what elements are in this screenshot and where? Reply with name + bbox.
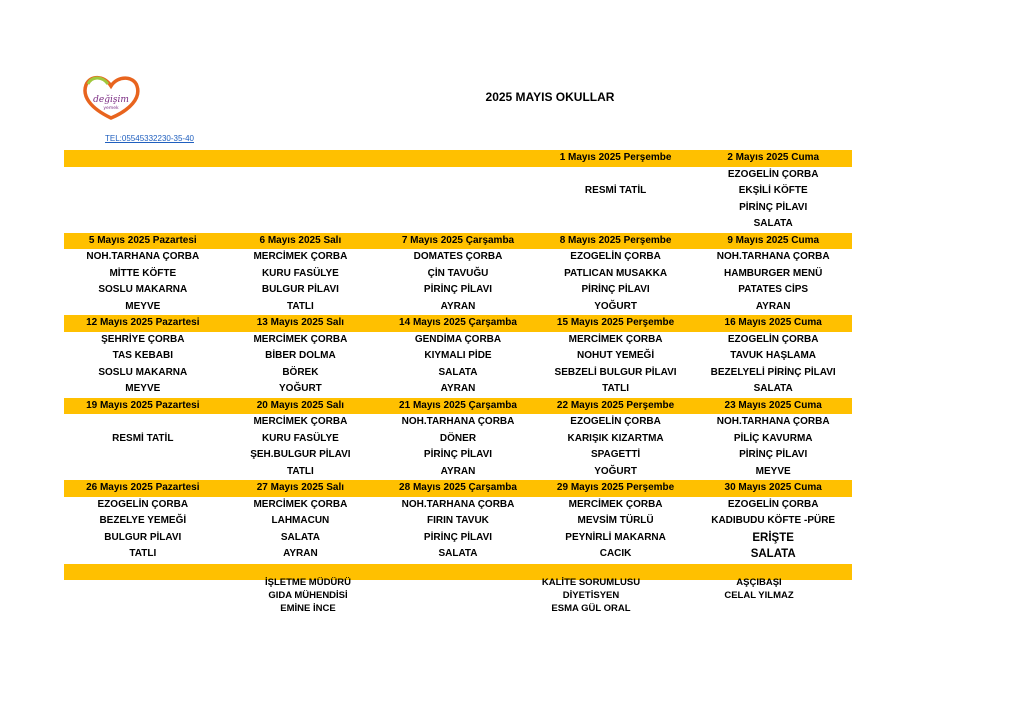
menu-item-cell: YOĞURT	[279, 383, 322, 394]
menu-item-cell: ŞEH.BULGUR PİLAVI	[250, 449, 351, 460]
date-header-cell: 14 Mayıs 2025 Çarşamba	[399, 317, 517, 328]
menu-item-cell: PİRİNÇ PİLAVI	[423, 531, 493, 543]
menu-item-cell: DOMATES ÇORBA	[413, 251, 503, 262]
menu-item-cell: AYRAN	[440, 465, 476, 477]
menu-item-cell: PİRİNÇ PİLAVI	[423, 449, 493, 460]
menu-item-cell: ŞEHRİYE ÇORBA	[101, 333, 185, 345]
menu-row	[64, 167, 852, 184]
date-header-cell: 23 Mayıs 2025 Cuma	[724, 399, 822, 411]
menu-item-cell	[64, 167, 222, 184]
menu-item-cell: EZOGELİN ÇORBA	[570, 251, 661, 262]
page-title: 2025 MAYIS OKULLAR	[485, 90, 615, 104]
menu-item-cell: TATLI	[286, 465, 314, 477]
menu-row	[64, 414, 852, 431]
menu-item-cell: TATLI	[602, 383, 629, 394]
menu-item-cell: NOH.TARHANA ÇORBA	[716, 416, 830, 427]
menu-item-cell: MEYVE	[125, 383, 161, 394]
date-header-cell: 29 Mayıs 2025 Perşembe	[556, 482, 675, 493]
signature-line: KALİTE SORUMLUSU	[541, 577, 641, 588]
menu-row	[64, 299, 852, 316]
menu-item-cell: RESMİ TATİL	[584, 185, 647, 196]
menu-item-cell	[222, 216, 380, 233]
menu-item-cell: SOSLU MAKARNA	[98, 284, 188, 295]
date-header-cell: 2 Mayıs 2025 Cuma	[727, 152, 820, 163]
date-header-cell	[379, 150, 537, 167]
menu-item-cell: ERİŞTE	[752, 531, 794, 544]
menu-row	[64, 348, 852, 365]
menu-item-cell: PİRİNÇ PİLAVI	[423, 284, 493, 295]
date-header-cell	[222, 150, 380, 167]
menu-item-cell	[222, 167, 380, 184]
signature-line: CELAL YILMAZ	[724, 590, 794, 601]
date-header-cell: 1 Mayıs 2025 Perşembe	[559, 152, 672, 163]
signature-line: EMİNE İNCE	[280, 603, 336, 614]
menu-item-cell	[64, 216, 222, 233]
menu-row	[64, 447, 852, 464]
phone-link[interactable]: TEL:05545332230-35-40	[105, 134, 194, 143]
menu-item-cell: MERCİMEK ÇORBA	[253, 498, 348, 510]
date-header-cell: 5 Mayıs 2025 Pazartesi	[88, 234, 197, 246]
menu-item-cell: MEVSİM TÜRLÜ	[577, 515, 654, 526]
date-header-cell: 6 Mayıs 2025 Salı	[259, 234, 342, 246]
menu-item-cell: TATLI	[286, 300, 314, 312]
menu-item-cell	[379, 216, 537, 233]
menu-item-cell	[379, 167, 537, 184]
menu-item-cell	[64, 414, 222, 431]
signature-line: AŞÇIBAŞI	[736, 577, 782, 588]
menu-item-cell: SEBZELİ BULGUR PİLAVI	[554, 366, 677, 378]
menu-item-cell: PİRİNÇ PİLAVI	[581, 284, 650, 295]
date-header-cell: 20 Mayıs 2025 Salı	[256, 399, 345, 411]
menu-item-cell: TAS KEBABI	[112, 350, 173, 361]
menu-item-cell: MERCİMEK ÇORBA	[253, 251, 348, 262]
menu-item-cell: CACIK	[599, 548, 632, 559]
menu-item-cell: KURU FASÜLYE	[261, 432, 339, 444]
menu-item-cell: PİLİÇ KAVURMA	[733, 432, 813, 444]
date-header-cell: 13 Mayıs 2025 Salı	[256, 317, 345, 328]
menu-item-cell: GENDİMA ÇORBA	[414, 333, 502, 345]
menu-item-cell	[222, 183, 380, 200]
logo-text: değişim	[93, 95, 129, 105]
logo-subtext: yemek	[103, 106, 119, 111]
menu-item-cell: SPAGETTİ	[590, 449, 641, 460]
menu-item-cell: BULGUR PİLAVI	[261, 284, 339, 295]
menu-item-cell: SOSLU MAKARNA	[98, 366, 188, 378]
menu-row	[64, 266, 852, 283]
menu-item-cell: PATLICAN MUSAKKA	[564, 267, 668, 279]
date-header-cell: 27 Mayıs 2025 Salı	[256, 482, 345, 493]
menu-item-cell: YOĞURT	[594, 465, 637, 477]
menu-row	[64, 200, 852, 217]
signature-chef	[680, 576, 838, 602]
signature-line: GIDA MÜHENDİSİ	[268, 590, 348, 601]
signature-line: ESMA GÜL ORAL	[551, 603, 631, 614]
menu-item-cell	[537, 167, 695, 184]
date-header-cell: 12 Mayıs 2025 Pazartesi	[86, 317, 200, 328]
menu-item-cell: MEYVE	[125, 300, 161, 312]
menu-item-cell: BEZELYE YEMEĞİ	[99, 515, 187, 526]
menu-item-cell: MİTTE KÖFTE	[109, 267, 177, 279]
signature-line: DİYETİSYEN	[562, 590, 620, 601]
menu-row	[64, 464, 852, 481]
menu-row	[64, 546, 852, 563]
menu-item-cell: EZOGELİN ÇORBA	[727, 168, 819, 180]
menu-item-cell: EKŞİLİ KÖFTE	[738, 185, 808, 196]
menu-item-cell: KADIBUDU KÖFTE -PÜRE	[711, 515, 836, 526]
menu-item-cell: SALATA	[438, 548, 478, 559]
menu-item-cell: MERCİMEK ÇORBA	[568, 333, 663, 345]
date-header-cell: 19 Mayıs 2025 Pazartesi	[86, 399, 200, 411]
menu-item-cell: NOH.TARHANA ÇORBA	[401, 416, 515, 427]
menu-item-cell: MERCİMEK ÇORBA	[253, 333, 348, 345]
menu-item-cell: BEZELYELİ PİRİNÇ PİLAVI	[710, 366, 836, 378]
menu-item-cell: SALATA	[438, 366, 478, 378]
menu-item-cell: TATLI	[129, 548, 157, 559]
signature-quality	[512, 576, 670, 615]
menu-item-cell: SALATA	[280, 531, 320, 543]
menu-row	[64, 497, 852, 514]
menu-item-cell: PİRİNÇ PİLAVI	[739, 449, 808, 460]
menu-item-cell: NOH.TARHANA ÇORBA	[401, 498, 515, 510]
menu-table	[64, 150, 852, 580]
menu-item-cell: BÖREK	[282, 366, 319, 378]
menu-item-cell: ÇİN TAVUĞU	[427, 267, 489, 279]
menu-item-cell: EZOGELİN ÇORBA	[570, 416, 661, 427]
menu-item-cell: KARIŞIK KIZARTMA	[567, 432, 664, 444]
menu-row	[64, 216, 852, 233]
menu-item-cell: KIYMALI PİDE	[424, 350, 492, 361]
menu-item-cell: EZOGELİN ÇORBA	[97, 498, 189, 510]
menu-item-cell: BULGUR PİLAVI	[104, 531, 182, 543]
menu-row	[64, 365, 852, 382]
menu-row	[64, 249, 852, 266]
menu-item-cell	[64, 183, 222, 200]
week-header-row	[64, 480, 852, 497]
menu-item-cell: SALATA	[753, 218, 793, 229]
menu-item-cell	[379, 183, 537, 200]
menu-item-cell	[537, 200, 695, 217]
date-header-cell	[64, 150, 222, 167]
menu-row	[64, 332, 852, 349]
menu-item-cell: PATATES CİPS	[738, 284, 809, 295]
menu-item-cell: AYRAN	[755, 300, 791, 312]
menu-item-cell: NOHUT YEMEĞİ	[577, 350, 655, 361]
menu-item-cell	[379, 200, 537, 217]
week-header-row	[64, 315, 852, 332]
menu-item-cell: YOĞURT	[594, 300, 637, 312]
menu-row	[64, 530, 852, 547]
company-logo	[80, 72, 142, 122]
menu-row	[64, 381, 852, 398]
menu-item-cell	[222, 200, 380, 217]
menu-item-cell: TAVUK HAŞLAMA	[730, 350, 817, 361]
menu-item-cell: MEYVE	[755, 465, 791, 477]
menu-item-cell: DÖNER	[439, 432, 477, 444]
signature-manager	[229, 576, 387, 615]
week-header-row	[64, 150, 852, 167]
date-header-cell: 9 Mayıs 2025 Cuma	[727, 234, 820, 246]
menu-item-cell: SALATA	[753, 383, 793, 394]
menu-item-cell: EZOGELİN ÇORBA	[727, 333, 819, 345]
week-header-row	[64, 398, 852, 415]
date-header-cell: 22 Mayıs 2025 Perşembe	[556, 399, 675, 411]
menu-item-cell: PEYNİRLİ MAKARNA	[565, 531, 666, 543]
date-header-cell: 15 Mayıs 2025 Perşembe	[556, 317, 675, 328]
menu-row	[64, 282, 852, 299]
menu-item-cell: AYRAN	[440, 300, 476, 312]
menu-row	[64, 183, 852, 200]
menu-item-cell: PİRİNÇ PİLAVI	[739, 201, 808, 213]
menu-item-cell: MERCİMEK ÇORBA	[568, 498, 663, 510]
menu-row	[64, 513, 852, 530]
date-header-cell: 8 Mayıs 2025 Perşembe	[559, 234, 672, 246]
menu-item-cell: KURU FASÜLYE	[261, 267, 339, 279]
menu-item-cell: FIRIN TAVUK	[427, 515, 489, 526]
menu-item-cell	[64, 464, 222, 481]
week-header-row	[64, 233, 852, 250]
date-header-cell: 30 Mayıs 2025 Cuma	[724, 482, 822, 493]
menu-row	[64, 431, 852, 448]
menu-item-cell: BİBER DOLMA	[265, 350, 336, 361]
menu-item-cell: AYRAN	[440, 383, 476, 394]
menu-item-cell: NOH.TARHANA ÇORBA	[86, 251, 200, 262]
date-header-cell: 26 Mayıs 2025 Pazartesi	[86, 482, 200, 493]
menu-item-cell	[64, 200, 222, 217]
menu-item-cell: AYRAN	[283, 548, 318, 559]
signature-line: İŞLETME MÜDÜRÜ	[264, 577, 352, 588]
menu-item-cell: SALATA	[750, 548, 796, 560]
menu-item-cell: HAMBURGER MENÜ	[724, 267, 823, 279]
menu-item-cell: NOH.TARHANA ÇORBA	[716, 251, 830, 262]
menu-item-cell: EZOGELİN ÇORBA	[727, 498, 819, 510]
menu-item-cell: MERCİMEK ÇORBA	[253, 416, 348, 427]
menu-item-cell	[64, 447, 222, 464]
date-header-cell: 7 Mayıs 2025 Çarşamba	[401, 234, 515, 246]
date-header-cell: 28 Mayıs 2025 Çarşamba	[399, 482, 517, 493]
menu-item-cell: RESMİ TATİL	[112, 432, 174, 444]
date-header-cell: 21 Mayıs 2025 Çarşamba	[399, 399, 517, 411]
menu-item-cell	[537, 216, 695, 233]
date-header-cell: 16 Mayıs 2025 Cuma	[724, 317, 822, 328]
menu-item-cell: LAHMACUN	[271, 515, 330, 526]
